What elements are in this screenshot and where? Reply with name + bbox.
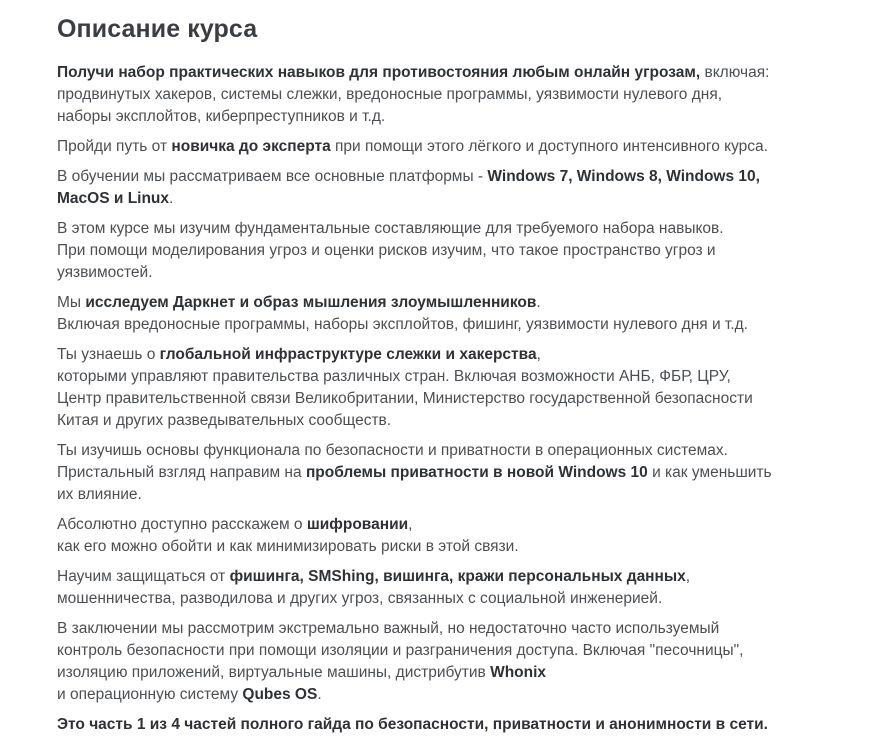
text: , [408,516,413,533]
text: мошенничества, разводилова и других угроз, связанных с социальной инженерией. [57,590,663,607]
bold-text: шифровании [306,516,409,533]
paragraph-2 [57,136,841,158]
text: Мы [57,294,86,311]
bold-text: новичка до эксперта [171,138,331,155]
text: В этом курсе мы изучим фундаментальные составляющие для требуемого набора навыков. [57,220,724,237]
text: В заключении мы рассмотрим экстремально важный, но недостаточно часто используемый [57,620,720,637]
text: наборы эксплойтов, киберпреступников и т.д. [57,108,386,125]
bold-text: фишинга, SMShing, вишинга, кражи персональных данных [229,568,686,585]
paragraph-11 [57,714,841,736]
text: продвинутых хакеров, системы слежки, вредоносные программы, уязвимости нулевого дня, [57,86,723,103]
text: Научим защищаться от [57,568,230,585]
bold-text: проблемы приватности в новой Windows 10 [305,464,648,481]
paragraph-4 [57,218,841,284]
text: уязвимостей. [57,264,153,281]
bold-text: глобальной инфраструктуре слежки и хакерства [159,346,537,363]
text: как его можно обойти и как минимизировать риски в этой связи. [57,538,519,555]
paragraph-1 [57,62,841,128]
text: Включая вредоносные программы, наборы эксплойтов, фишинг, уязвимости нулевого дня и т.д. [57,316,748,333]
text: Ты изучишь основы функционала по безопасности и приватности в операционных системах. [57,442,728,459]
text: . [317,686,322,703]
text: которыми управляют правительства различных стран. Включая возможности АНБ, ФБР, ЦРУ, [57,368,731,385]
bold-text: Windows 7, Windows 8, Windows 10, [487,168,760,185]
text: Ты узнаешь о [57,346,160,363]
text: При помощи моделирования угроз и оценки рисков изучим, что такое пространство угроз и [57,242,716,259]
paragraph-5 [57,292,841,336]
bold-text: Whonix [490,664,547,681]
text: их влияние. [57,486,142,503]
paragraph-7 [57,440,841,506]
text: В обучении мы рассматриваем все основные платформы - [57,168,488,185]
text: . [169,190,174,207]
text: Центр правительственной связи Великобритании, Министерство государственной безопасности [57,390,753,407]
bold-text: MacOS и Linux [57,190,170,207]
paragraph-3 [57,166,841,210]
text: при помощи этого лёгкого и доступного интенсивного курса. [330,138,768,155]
text: и как уменьшить [647,464,772,481]
text: изоляцию приложений, виртуальные машины, дистрибутив [57,664,491,681]
text: Абсолютно доступно расскажем о [57,516,307,533]
paragraph-10 [57,618,841,706]
paragraph-8 [57,514,841,558]
text: Пристальный взгляд направим на [57,464,306,481]
text: включая: [700,64,770,81]
text: контроль безопасности при помощи изоляции и разграничения доступа. Включая "песочницы", [57,642,744,659]
course-description-paragraphs [57,62,841,736]
paragraph-6 [57,344,841,432]
paragraph-9 [57,566,841,610]
text: , [685,568,691,585]
text: , [536,346,541,363]
bold-text: исследуем Даркнет и образ мышления злоумышленников [85,294,537,311]
page-title: Описание курса [57,15,258,43]
bold-text: Это часть 1 из 4 частей полного гайда по безопасности, приватности и анонимности в сети. [57,716,768,733]
bold-text: Получи набор практических навыков для противостояния любым онлайн угрозам, [57,64,701,81]
text: Китая и других разведывательных сообществ. [57,412,392,429]
text: . [536,294,541,311]
bold-text: Qubes OS [242,686,318,703]
text: Пройди путь от [57,138,172,155]
text: и операционную систему [57,686,243,703]
